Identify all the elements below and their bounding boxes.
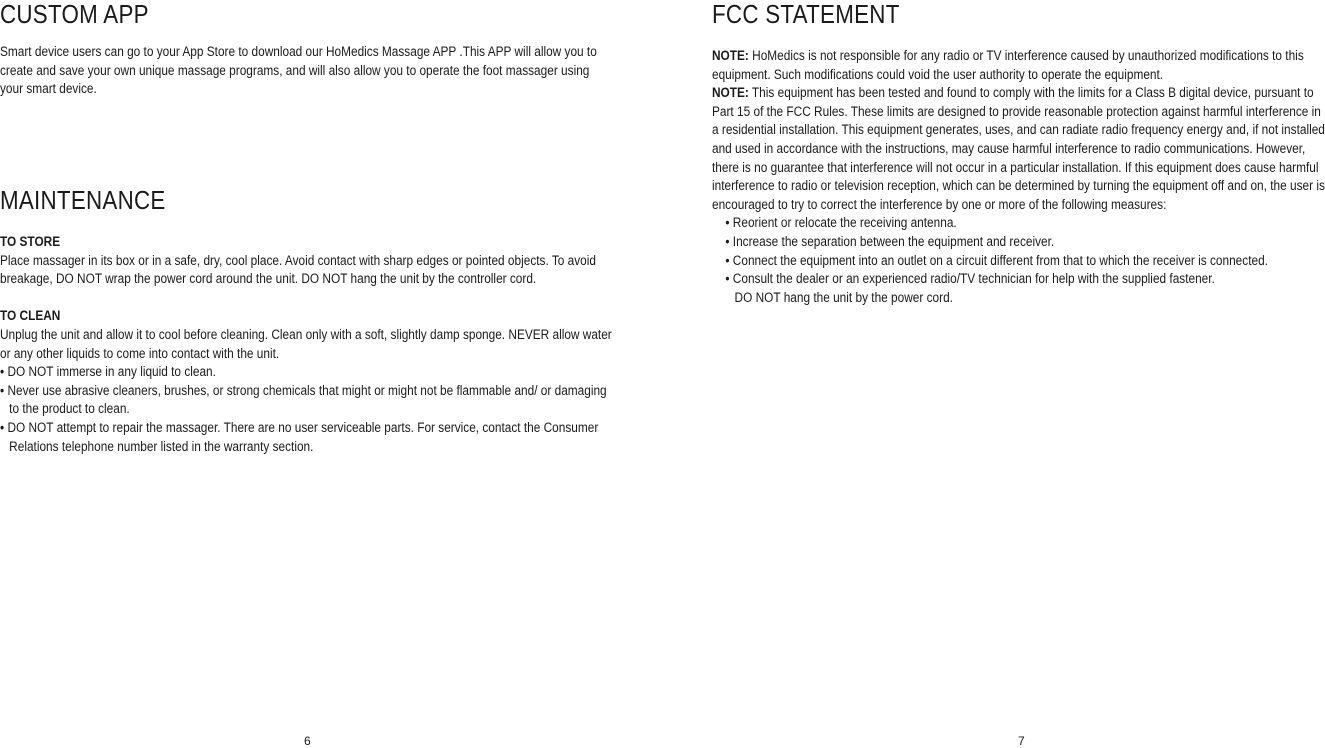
maintenance-heading: MAINTENANCE xyxy=(0,185,166,215)
fcc-note-2 xyxy=(712,84,1325,214)
maintenance-section xyxy=(0,233,612,456)
fcc-final-line: DO NOT hang the unit by the power cord. xyxy=(734,289,953,306)
clean-bullet-3: • DO NOT attempt to repair the massager. There are no user serviceable parts. For service, contact the Consumer Relations telephone number listed in the warranty section. xyxy=(0,419,599,455)
fcc-section xyxy=(712,47,1325,307)
measure-1: • Reorient or relocate the receiving antenna. xyxy=(725,215,957,232)
page-number-left: 6 xyxy=(304,734,311,748)
clean-bullet-2: • Never use abrasive cleaners, brushes, or strong chemicals that might or might not be flammable and/ or damaging to the product to clean. xyxy=(0,382,607,418)
to-clean-text: Unplug the unit and allow it to cool before cleaning. Clean only with a soft, slightly damp sponge. NEVER allow water or any other liquids to come into contact with the unit. xyxy=(0,326,612,362)
custom-app-text: Smart device users can go to your App Store to download our HoMedics Massage APP .This APP will allow you to create and save your own unique massage programs, and will also allow you to operate the foot massager using your smart device. xyxy=(0,44,597,98)
custom-app-heading: CUSTOM APP xyxy=(0,0,149,29)
measure-3: • Connect the equipment into an outlet on a circuit different from that to which the receiver is connected. xyxy=(725,252,1268,269)
note-1-text: HoMedics is not responsible for any radio or TV interference caused by unauthorized modifications to this equipment. Such modifications could void the user authority to operate the equipment. xyxy=(712,48,1304,83)
custom-app-section xyxy=(0,43,612,99)
clean-bullet-1: • DO NOT immerse in any liquid to clean. xyxy=(0,364,216,381)
measure-4: • Consult the dealer or an experienced radio/TV technician for help with the supplied fastener. xyxy=(725,271,1215,288)
fcc-heading: FCC STATEMENT xyxy=(712,0,900,29)
to-store-text: Place massager in its box or in a safe, dry, cool place. Avoid contact with sharp edges or pointed objects. To avoid breakage, DO NOT wrap the power cord around the unit. DO NOT hang the unit by the controller cord. xyxy=(0,252,596,288)
page-number-right: 7 xyxy=(1018,734,1025,748)
spacer xyxy=(0,289,613,308)
measure-2: • Increase the separation between the equipment and receiver. xyxy=(725,233,1055,250)
to-clean-heading: TO CLEAN xyxy=(0,308,61,325)
note-2-label: NOTE: xyxy=(712,85,749,102)
to-store-heading: TO STORE xyxy=(0,234,61,250)
note-1-label: NOTE: xyxy=(712,48,749,64)
fcc-note-1 xyxy=(712,47,1325,84)
note-2-text: This equipment has been tested and found to comply with the limits for a Class B digital device, pursuant to Part 15 of the FCC Rules. These limits are designed to provide reasonable protection against harmful interference in a residential installation. This equipment generates, uses, and can radiate radio frequency energy and, if not installed and used in accordance with the instructions, may cause harmful interference to radio communications. However, there is no guarantee that interference will not occur in a particular installation. If this equipment does cause harmful interference to radio or television reception, which can be determined by turning the equipment off and on, the user is encouraged to try to correct the interference by one or more of the following measures: xyxy=(712,85,1325,213)
